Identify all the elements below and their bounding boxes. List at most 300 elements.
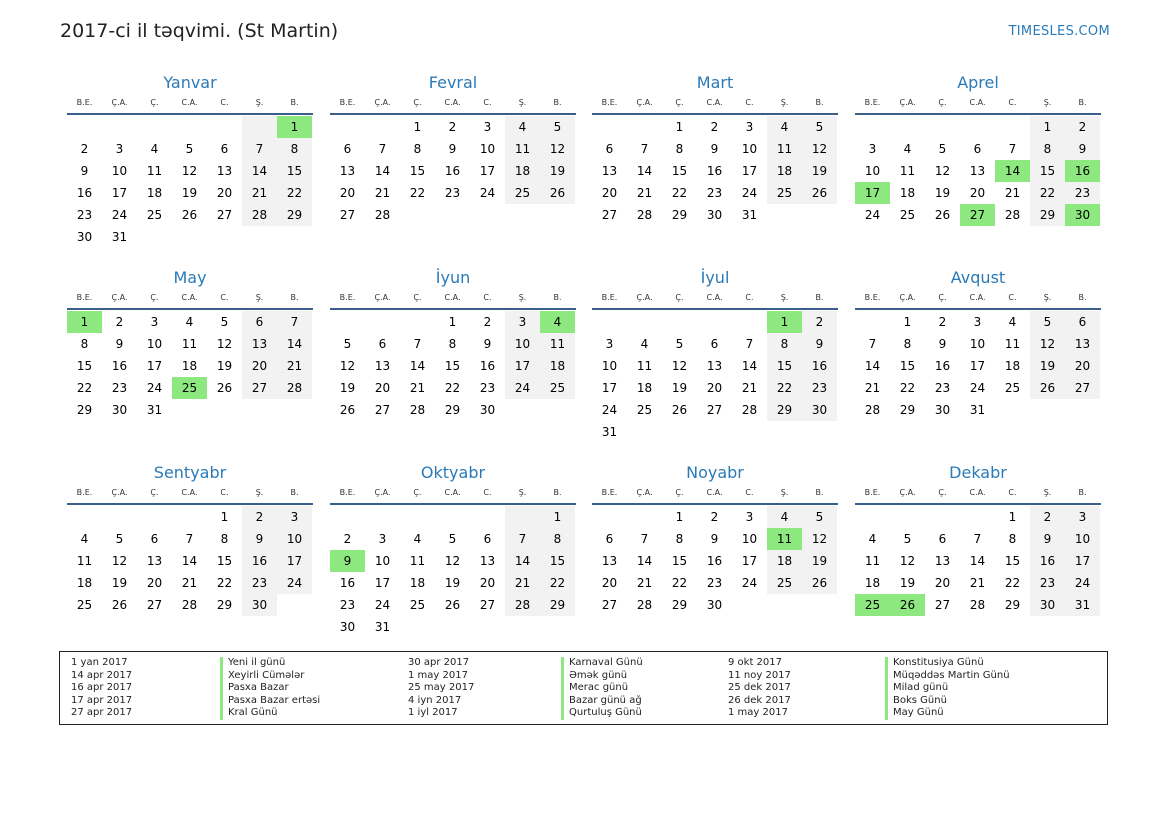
day-cell: 16 — [1030, 550, 1065, 572]
day-cell: 16 — [706, 164, 723, 178]
day-cell: 21 — [969, 576, 986, 590]
weekday-header — [592, 96, 838, 115]
day-cell: 21 — [741, 381, 758, 395]
day-cell: 3 — [868, 142, 877, 156]
day-cell: 30 — [76, 230, 93, 244]
day-cell: 26 — [1030, 377, 1065, 399]
weekday-label: B.E. — [76, 98, 93, 107]
weekday-label: Ş. — [518, 488, 527, 497]
day-cell: 4 — [185, 315, 194, 329]
day-cell: 13 — [601, 164, 618, 178]
holiday-date: 1 iyl 2017 — [408, 707, 458, 719]
day-cell: 29 — [76, 403, 93, 417]
weekday-label: Ç.A. — [111, 488, 128, 497]
day-cell: 5 — [802, 116, 837, 138]
day-cell: 14 — [242, 160, 277, 182]
day-cell: 11 — [767, 138, 802, 160]
weekday-label: C.A. — [969, 488, 986, 497]
day-cell: 14 — [374, 164, 391, 178]
day-cell: 26 — [934, 208, 951, 222]
day-cell: 23 — [802, 377, 837, 399]
day-cell: 19 — [802, 550, 837, 572]
day-cell: 26 — [339, 403, 356, 417]
month-calendar — [855, 72, 1101, 226]
day-cell: 15 — [899, 359, 916, 373]
day-cell: 12 — [1030, 333, 1065, 355]
weekday-label: C. — [220, 98, 229, 107]
weekday-header — [67, 96, 313, 115]
holiday-date: 9 okt 2017 — [728, 657, 782, 668]
day-cell: 5 — [115, 532, 124, 546]
day-cell: 12 — [111, 554, 128, 568]
day-cell: 29 — [767, 399, 802, 421]
holiday-day-cell: 9 — [330, 550, 365, 572]
day-cell: 16 — [444, 164, 461, 178]
empty-day-cell — [400, 506, 435, 528]
day-cell: 10 — [374, 554, 391, 568]
day-cell: 27 — [601, 208, 618, 222]
weekday-label: C. — [1008, 488, 1017, 497]
day-cell: 1 — [448, 315, 457, 329]
day-cell: 8 — [448, 337, 457, 351]
weekday-header — [330, 291, 576, 310]
weekday-label: Ç. — [938, 98, 947, 107]
day-cell: 18 — [181, 359, 198, 373]
day-cell: 5 — [1030, 311, 1065, 333]
day-cell: 18 — [767, 550, 802, 572]
day-cell: 18 — [864, 576, 881, 590]
day-cell: 2 — [802, 311, 837, 333]
day-cell: 20 — [1065, 355, 1100, 377]
day-cell: 21 — [242, 182, 277, 204]
day-cell: 31 — [1065, 594, 1100, 616]
holiday-day-cell: 4 — [540, 311, 575, 333]
day-cell: 17 — [111, 186, 128, 200]
month-name: Oktyabr — [420, 463, 486, 482]
weekday-label: B. — [815, 488, 824, 497]
month-name: Fevral — [428, 73, 478, 92]
day-cell: 21 — [636, 186, 653, 200]
day-cell: 27 — [479, 598, 496, 612]
day-cell: 27 — [216, 208, 233, 222]
day-cell: 19 — [111, 576, 128, 590]
day-cell: 24 — [1065, 572, 1100, 594]
holiday-name: Karnaval Günü — [561, 657, 643, 670]
empty-day-cell — [102, 116, 137, 138]
day-cell: 20 — [216, 186, 233, 200]
day-cell: 1 — [903, 315, 912, 329]
empty-day-cell — [592, 116, 627, 138]
holiday-day-cell: 25 — [855, 594, 890, 616]
holiday-dates-col-3 — [728, 657, 791, 720]
day-cell: 4 — [767, 116, 802, 138]
weekday-label: Ş. — [1043, 488, 1052, 497]
empty-day-cell — [365, 506, 400, 528]
day-cell: 23 — [706, 576, 723, 590]
day-cell: 2 — [242, 506, 277, 528]
weekday-label: Ç.A. — [899, 98, 916, 107]
day-cell: 30 — [706, 208, 723, 222]
day-cell: 10 — [741, 142, 758, 156]
day-cell: 26 — [111, 598, 128, 612]
day-cell: 24 — [864, 208, 881, 222]
month-calendar — [330, 462, 576, 638]
empty-day-cell — [890, 506, 925, 528]
weekday-label: Ç. — [413, 98, 422, 107]
weekday-header — [855, 96, 1101, 115]
day-cell: 21 — [181, 576, 198, 590]
day-cell: 9 — [1065, 138, 1100, 160]
empty-day-cell — [960, 116, 995, 138]
empty-day-cell — [697, 311, 732, 333]
day-cell: 2 — [710, 120, 719, 134]
day-cell: 22 — [409, 186, 426, 200]
holiday-name: Boks Günü — [885, 695, 1010, 708]
empty-day-cell — [330, 116, 365, 138]
holiday-name: Bazar günü ağ — [561, 695, 643, 708]
day-cell: 2 — [80, 142, 89, 156]
weekday-label: Ç. — [675, 293, 684, 302]
day-cell: 28 — [636, 598, 653, 612]
day-cell: 12 — [181, 164, 198, 178]
day-cell: 27 — [374, 403, 391, 417]
weekday-label: B.E. — [864, 488, 881, 497]
weekday-label: Ş. — [1043, 293, 1052, 302]
day-cell: 18 — [76, 576, 93, 590]
day-cell: 3 — [973, 315, 982, 329]
day-cell: 25 — [409, 598, 426, 612]
day-cell: 5 — [675, 337, 684, 351]
day-cell: 23 — [706, 186, 723, 200]
day-cell: 27 — [934, 598, 951, 612]
weekday-label: C. — [483, 488, 492, 497]
day-cell: 14 — [636, 554, 653, 568]
day-cell: 16 — [76, 186, 93, 200]
day-cell: 21 — [409, 381, 426, 395]
holiday-date: 26 dek 2017 — [728, 694, 791, 706]
day-cell: 6 — [938, 532, 947, 546]
day-cell: 3 — [378, 532, 387, 546]
month-calendar — [67, 462, 313, 616]
day-cell: 9 — [448, 142, 457, 156]
day-cell: 14 — [181, 554, 198, 568]
month-calendar — [330, 267, 576, 421]
day-cell: 5 — [448, 532, 457, 546]
weekday-header — [855, 291, 1101, 310]
month-name: Mart — [696, 73, 734, 92]
weekday-label: B. — [553, 293, 562, 302]
day-cell: 3 — [150, 315, 159, 329]
month-calendar — [592, 462, 838, 616]
empty-day-cell — [330, 311, 365, 333]
weekday-label: Ç. — [413, 293, 422, 302]
day-cell: 25 — [767, 572, 802, 594]
weekday-label: C. — [220, 293, 229, 302]
holiday-date: 1 may 2017 — [728, 707, 788, 719]
month-name: İyul — [700, 268, 730, 287]
day-cell: 6 — [242, 311, 277, 333]
day-cell: 13 — [374, 359, 391, 373]
day-cell: 23 — [76, 208, 93, 222]
holiday-day-cell: 14 — [995, 160, 1030, 182]
day-cell: 5 — [938, 142, 947, 156]
day-cell: 24 — [111, 208, 128, 222]
holiday-name: Yeni il günü — [220, 657, 320, 670]
empty-day-cell — [662, 311, 697, 333]
weekday-label: C. — [745, 488, 754, 497]
day-cell: 6 — [1065, 311, 1100, 333]
month-calendar — [67, 72, 313, 248]
holiday-day-cell: 25 — [172, 377, 207, 399]
day-cell: 23 — [444, 186, 461, 200]
weekday-label: C. — [220, 488, 229, 497]
day-cell: 25 — [1004, 381, 1021, 395]
empty-day-cell — [67, 506, 102, 528]
day-cell: 4 — [1008, 315, 1017, 329]
day-cell: 21 — [374, 186, 391, 200]
day-cell: 28 — [242, 204, 277, 226]
holiday-date: 1 may 2017 — [408, 669, 468, 681]
day-cell: 10 — [277, 528, 312, 550]
day-cell: 8 — [80, 337, 89, 351]
weekday-header — [330, 96, 576, 115]
day-cell: 21 — [1004, 186, 1021, 200]
day-cell: 29 — [1004, 598, 1021, 612]
day-cell: 28 — [1004, 208, 1021, 222]
day-cell: 26 — [216, 381, 233, 395]
day-cell: 19 — [444, 576, 461, 590]
day-cell: 20 — [601, 576, 618, 590]
day-cell: 24 — [601, 403, 618, 417]
month-calendar — [592, 72, 838, 226]
day-cell: 15 — [76, 359, 93, 373]
day-cell: 9 — [802, 333, 837, 355]
day-cell: 7 — [973, 532, 982, 546]
day-cell: 12 — [444, 554, 461, 568]
day-cell: 29 — [671, 598, 688, 612]
day-cell: 24 — [374, 598, 391, 612]
weekday-label: B.E. — [601, 98, 618, 107]
day-cell: 18 — [540, 355, 575, 377]
day-cell: 14 — [277, 333, 312, 355]
month-calendar — [330, 72, 576, 226]
day-cell: 11 — [636, 359, 653, 373]
day-cell: 16 — [242, 550, 277, 572]
day-cell: 26 — [671, 403, 688, 417]
day-cell: 9 — [710, 532, 719, 546]
day-cell: 27 — [242, 377, 277, 399]
day-cell: 24 — [969, 381, 986, 395]
day-cell: 6 — [483, 532, 492, 546]
day-cell: 29 — [1030, 204, 1065, 226]
day-cell: 4 — [150, 142, 159, 156]
day-cell: 21 — [636, 576, 653, 590]
weekday-header — [330, 486, 576, 505]
weekday-label: C. — [1008, 293, 1017, 302]
day-cell: 18 — [767, 160, 802, 182]
weekday-label: Ş. — [518, 293, 527, 302]
day-cell: 8 — [675, 142, 684, 156]
day-cell: 22 — [444, 381, 461, 395]
empty-day-cell — [365, 311, 400, 333]
day-cell: 9 — [242, 528, 277, 550]
day-cell: 18 — [146, 186, 163, 200]
empty-day-cell — [435, 506, 470, 528]
day-cell: 19 — [899, 576, 916, 590]
day-cell: 1 — [220, 510, 229, 524]
day-cell: 5 — [903, 532, 912, 546]
empty-day-cell — [400, 311, 435, 333]
day-cell: 14 — [409, 359, 426, 373]
holiday-name: Müqəddəs Martin Günü — [885, 670, 1010, 683]
day-cell: 22 — [216, 576, 233, 590]
day-cell: 9 — [483, 337, 492, 351]
day-cell: 28 — [969, 598, 986, 612]
page-title: 2017-ci il təqvimi. (St Martin) — [60, 20, 339, 42]
day-cell: 3 — [483, 120, 492, 134]
day-cell: 31 — [969, 403, 986, 417]
weekday-label: B. — [553, 98, 562, 107]
weekday-label: B. — [290, 98, 299, 107]
day-cell: 6 — [710, 337, 719, 351]
day-cell: 7 — [640, 142, 649, 156]
day-cell: 31 — [374, 620, 391, 634]
day-cell: 8 — [220, 532, 229, 546]
holiday-name: May Günü — [885, 707, 1010, 720]
day-cell: 23 — [934, 381, 951, 395]
day-cell: 13 — [934, 554, 951, 568]
holiday-legend — [59, 651, 1108, 725]
weekday-label: B.E. — [76, 293, 93, 302]
day-cell: 19 — [1030, 355, 1065, 377]
holiday-day-cell: 30 — [1065, 204, 1100, 226]
day-cell: 9 — [80, 164, 89, 178]
day-cell: 12 — [802, 528, 837, 550]
day-cell: 23 — [339, 598, 356, 612]
day-cell: 11 — [540, 333, 575, 355]
day-cell: 8 — [1030, 138, 1065, 160]
day-cell: 22 — [899, 381, 916, 395]
day-cell: 6 — [973, 142, 982, 156]
day-cell: 13 — [706, 359, 723, 373]
weekday-label: B.E. — [339, 98, 356, 107]
empty-day-cell — [592, 311, 627, 333]
day-cell: 29 — [899, 403, 916, 417]
day-cell: 7 — [242, 138, 277, 160]
day-cell: 10 — [864, 164, 881, 178]
holiday-day-cell: 27 — [960, 204, 995, 226]
day-cell: 18 — [636, 381, 653, 395]
day-cell: 30 — [1030, 594, 1065, 616]
day-cell: 23 — [242, 572, 277, 594]
weekday-label: C.A. — [444, 98, 461, 107]
day-cell: 13 — [1065, 333, 1100, 355]
weekday-label: C.A. — [969, 293, 986, 302]
day-cell: 30 — [934, 403, 951, 417]
day-cell: 6 — [150, 532, 159, 546]
day-cell: 2 — [938, 315, 947, 329]
day-cell: 7 — [378, 142, 387, 156]
day-cell: 26 — [540, 182, 575, 204]
weekday-label: Ç.A. — [111, 293, 128, 302]
day-cell: 8 — [540, 528, 575, 550]
day-cell: 28 — [864, 403, 881, 417]
weekday-label: Ş. — [1043, 98, 1052, 107]
holiday-day-cell: 1 — [67, 311, 102, 333]
day-cell: 1 — [675, 510, 684, 524]
weekday-label: Ç.A. — [899, 293, 916, 302]
day-cell: 20 — [479, 576, 496, 590]
day-cell: 29 — [216, 598, 233, 612]
day-cell: 24 — [277, 572, 312, 594]
day-cell: 28 — [181, 598, 198, 612]
day-cell: 6 — [220, 142, 229, 156]
day-cell: 16 — [339, 576, 356, 590]
month-name: Yanvar — [163, 73, 217, 92]
day-cell: 27 — [706, 403, 723, 417]
month-name: May — [173, 268, 207, 287]
day-cell: 30 — [339, 620, 356, 634]
weekday-label: Ş. — [780, 98, 789, 107]
holiday-day-cell: 1 — [277, 116, 312, 138]
weekday-label: B. — [1078, 488, 1087, 497]
empty-day-cell — [855, 506, 890, 528]
day-cell: 12 — [671, 359, 688, 373]
holiday-date: 27 apr 2017 — [71, 707, 133, 719]
holiday-date: 16 apr 2017 — [71, 682, 133, 694]
day-cell: 10 — [146, 337, 163, 351]
day-grid — [330, 506, 576, 638]
day-cell: 23 — [479, 381, 496, 395]
weekday-label: C.A. — [181, 98, 198, 107]
day-cell: 20 — [601, 186, 618, 200]
brand-logo-text[interactable]: TIMESLES.COM — [1008, 24, 1110, 39]
day-cell: 27 — [1065, 377, 1100, 399]
empty-day-cell — [855, 311, 890, 333]
day-cell: 15 — [216, 554, 233, 568]
month-name: İyun — [435, 268, 471, 287]
holiday-name: Pasxa Bazar ertəsi — [220, 695, 320, 708]
day-cell: 19 — [216, 359, 233, 373]
day-cell: 10 — [479, 142, 496, 156]
weekday-label: B. — [1078, 293, 1087, 302]
day-cell: 12 — [802, 138, 837, 160]
day-cell: 10 — [969, 337, 986, 351]
day-cell: 14 — [864, 359, 881, 373]
weekday-label: Ç. — [150, 293, 159, 302]
empty-day-cell — [627, 311, 662, 333]
day-cell: 9 — [1030, 528, 1065, 550]
day-cell: 20 — [934, 576, 951, 590]
day-cell: 22 — [277, 182, 312, 204]
weekday-label: Ç. — [150, 98, 159, 107]
day-cell: 7 — [413, 337, 422, 351]
day-cell: 16 — [706, 554, 723, 568]
day-cell: 15 — [540, 550, 575, 572]
day-grid — [855, 506, 1101, 616]
day-grid — [592, 116, 838, 226]
day-cell: 17 — [505, 355, 540, 377]
empty-day-cell — [365, 116, 400, 138]
weekday-label: Ç. — [413, 488, 422, 497]
holiday-date: 30 apr 2017 — [408, 657, 470, 668]
empty-day-cell — [925, 116, 960, 138]
weekday-header — [592, 291, 838, 310]
day-grid — [330, 311, 576, 421]
weekday-label: Ç.A. — [374, 98, 391, 107]
weekday-label: C.A. — [444, 488, 461, 497]
day-cell: 15 — [277, 160, 312, 182]
